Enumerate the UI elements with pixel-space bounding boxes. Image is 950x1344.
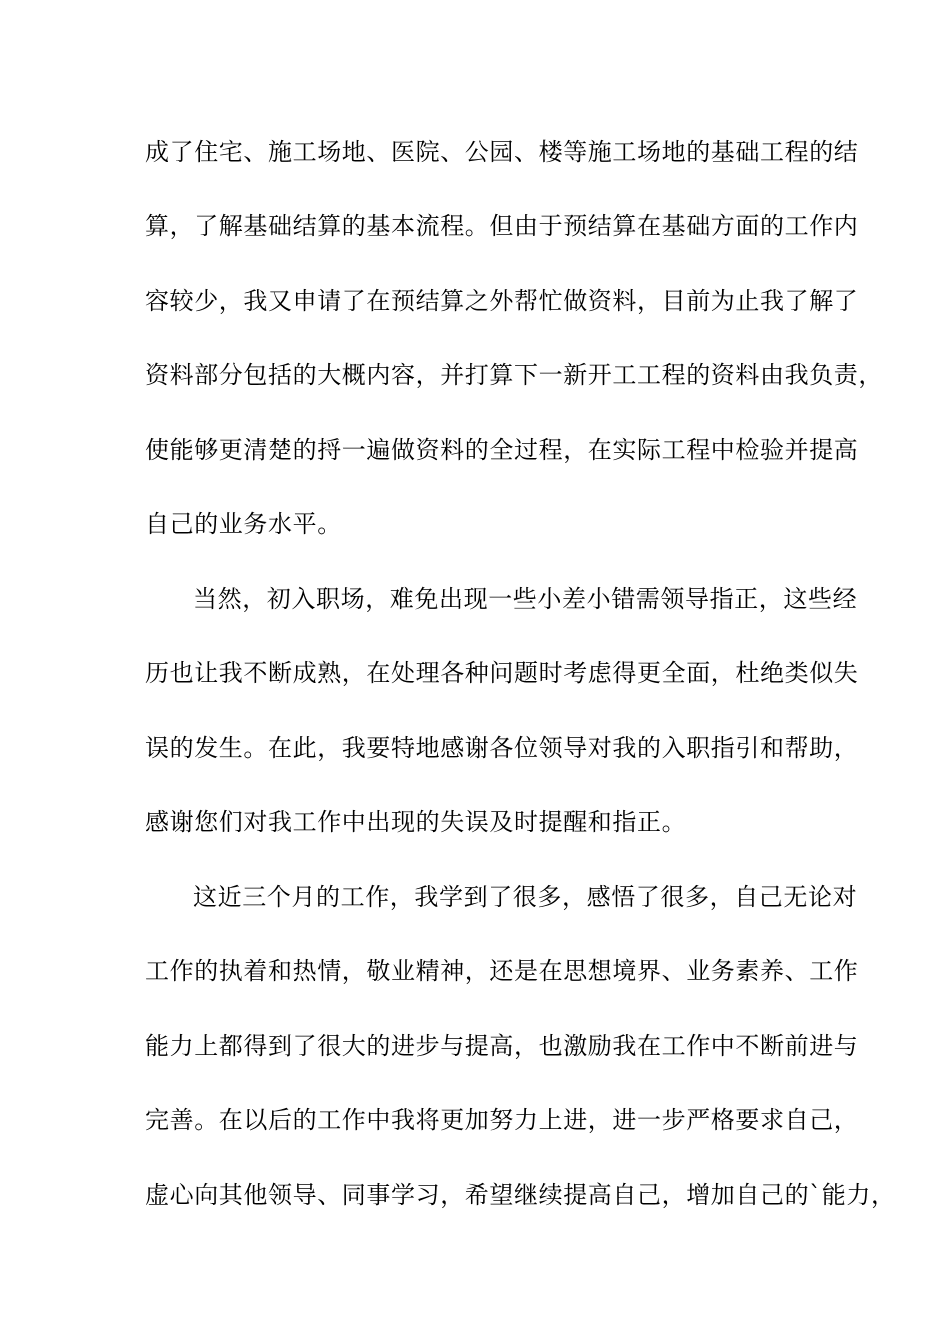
text-line: 感谢您们对我工作中出现的失误及时提醒和指正。 xyxy=(145,808,687,836)
text-line: 使能够更清楚的捋一遍做资料的全过程，在实际工程中检验并提高 xyxy=(145,436,859,464)
text-line: 完善。在以后的工作中我将更加努力上进，进一步严格要求自己， xyxy=(145,1106,859,1134)
text-line: 成了住宅、施工场地、医院、公园、楼等施工场地的基础工程的结 xyxy=(145,138,859,166)
text-line: 历也让我不断成熟，在处理各种问题时考虑得更全面，杜绝类似失 xyxy=(145,659,859,687)
text-line: 能力上都得到了很大的进步与提高，也激励我在工作中不断前进与 xyxy=(145,1032,859,1060)
text-line: 工作的执着和热情，敬业精神，还是在思想境界、业务素养、工作 xyxy=(145,957,859,985)
text-line: 误的发生。在此，我要特地感谢各位领导对我的入职指引和帮助， xyxy=(145,734,859,762)
text-line: 容较少，我又申请了在预结算之外帮忙做资料，目前为止我了解了 xyxy=(145,287,859,315)
text-line: 虚心向其他领导、同事学习，希望继续提高自己，增加自己的`能力， xyxy=(145,1181,896,1209)
text-line: 算，了解基础结算的基本流程。但由于预结算在基础方面的工作内 xyxy=(145,212,859,240)
paragraph-first-line: 当然，初入职场，难免出现一些小差小错需领导指正，这些经 xyxy=(193,585,858,613)
paragraph-first-line: 这近三个月的工作，我学到了很多，感悟了很多，自己无论对 xyxy=(193,883,858,911)
text-line: 自己的业务水平。 xyxy=(145,510,342,538)
text-line: 资料部分包括的大概内容，并打算下一新开工工程的资料由我负责， xyxy=(145,361,883,389)
